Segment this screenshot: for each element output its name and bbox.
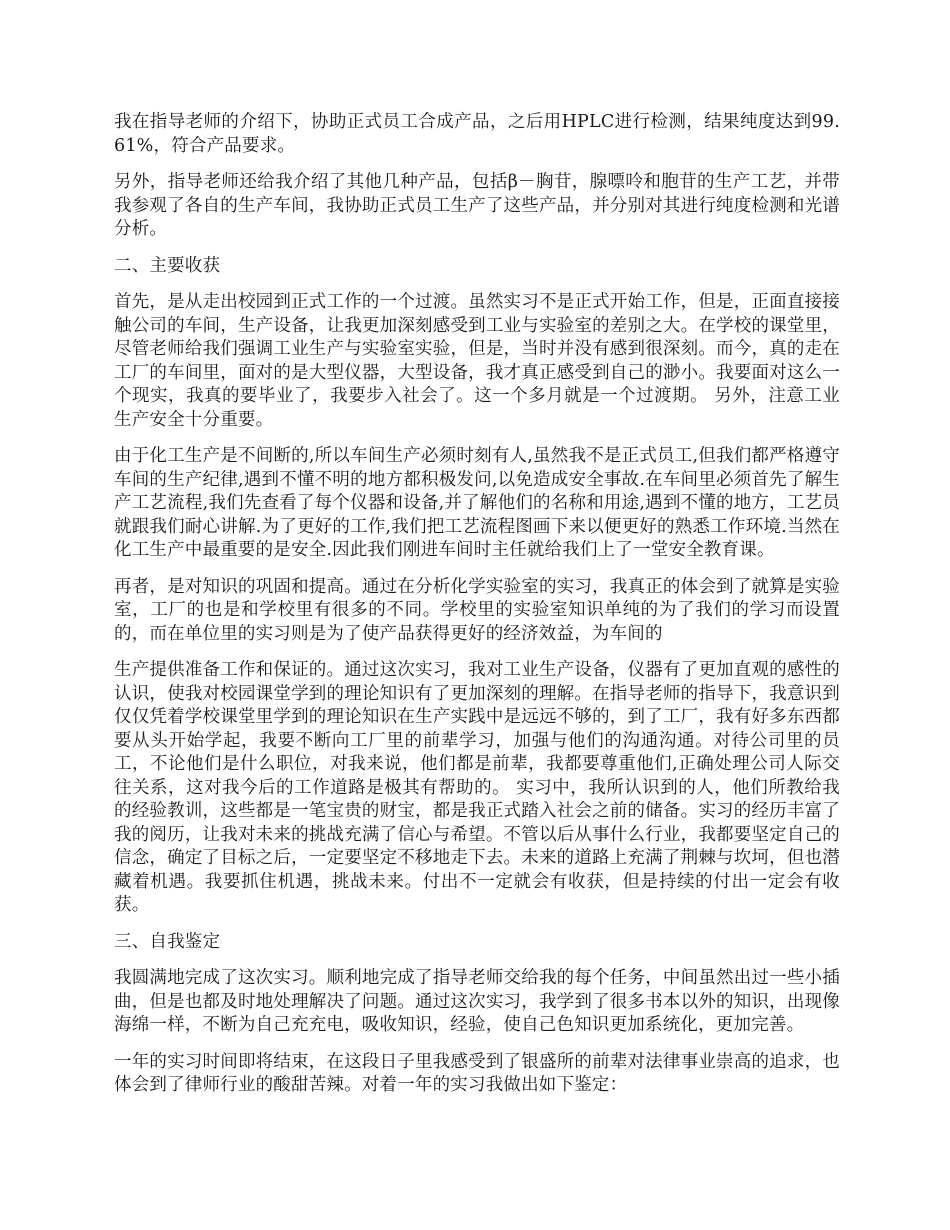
paragraph-hplc-test: 我在指导老师的介绍下，协助正式员工合成产品，之后用HPLC进行检测，结果纯度达到99.61%，符合产品要求。 [114, 112, 840, 156]
section-heading-self-assessment: 三、自我鉴定 [114, 931, 221, 952]
paragraph-transition: 首先，是从走出校园到正式工作的一个过渡。虽然实习不是正式开始工作，但是，正面直接接触公司的车间，生产设备，让我更加深刻感受到工业与实验室的差别之大。在学校的课堂里，尽管老师给我们强调工业生产与实验室实验，但是，当时并没有感到很深刻。而今，真的走在工厂的车间里，面对的是大型仪器，大型设备，我才真正感受到自己的渺小。我要面对这么一个现实，我真的要毕业了，我要步入社会了。这一个多月就是一个过渡期。 另外，注意工业生产安全十分重要。 [114, 292, 840, 430]
paragraph-closing: 一年的实习时间即将结束，在这段日子里我感受到了银盛所的前辈对法律事业崇高的追求，也体会到了律师行业的酸甜苦辣。对着一年的实习我做出如下鉴定： [114, 1051, 840, 1095]
paragraph-other-products: 另外，指导老师还给我介绍了其他几种产品，包括β－胸苷，腺嘌呤和胞苷的生产工艺，并带我参观了各自的生产车间，我协助正式员工生产了这些产品，并分别对其进行纯度检测和光谱分析。 [114, 172, 840, 239]
paragraph-completion: 我圆满地完成了这次实习。顺利地完成了指导老师交给我的每个任务，中间虽然出过一些小插曲，但是也都及时地处理解决了问题。通过这次实习，我学到了很多书本以外的知识，出现像海绵一样，不断为自己充充电，吸收知识，经验，使自己色知识更加系统化，更加完善。 [114, 968, 840, 1035]
paragraph-experience: 生产提供准备工作和保证的。通过这次实习，我对工业生产设备，仪器有了更加直观的感性的认识，使我对校园课堂学到的理论知识有了更加深刻的理解。在指导老师的指导下，我意识到仅仅凭着学校课堂里学到的理论知识在生产实践中是远远不够的，到了工厂，我有好多东西都要从头开始学起，我要不断向工厂里的前辈学习，加强与他们的沟通沟通。对待公司里的员工，不论他们是什么职位，对我来说，他们都是前辈，我都要尊重他们,正确处理公司人际交往关系，这对我今后的工作道路是极其有帮助的。 实习中，我所认识到的人，他们所教给我的经验教训，这些都是一笔宝贵的财宝，都是我正式踏入社会之前的储备。实习的经历丰富了我的阅历，让我对未来的挑战充满了信心与希望。不管以后从事什么行业，我都要坚定自己的信念，确定了目标之后，一定要坚定不移地走下去。未来的道路上充满了荆棘与坎坷，但也潜藏着机遇。我要抓住机遇，挑战未来。付出不一定就会有收获，但是持续的付出一定会有收获。 [114, 660, 840, 915]
section-heading-main-gains: 二、主要收获 [114, 255, 221, 276]
document-page [114, 111, 840, 1111]
paragraph-safety: 由于化工生产是不间断的,所以车间生产必须时刻有人,虽然我不是正式员工,但我们都严格遵守车间的生产纪律,遇到不懂不明的地方都积极发问,以免造成安全事故.在车间里必须首先了解生产工艺流程,我们先查看了每个仪器和设备,并了解他们的名称和用途,遇到不懂的地方，工艺员就跟我们耐心讲解.为了更好的工作,我们把工艺流程图画下来以便更好的熟悉工作环境.当然在化工生产中最重要的是安全.因此我们刚进车间时主任就给我们上了一堂安全教育课。 [114, 446, 840, 560]
paragraph-knowledge: 再者，是对知识的巩固和提高。通过在分析化学实验室的实习，我真正的体会到了就算是实验室，工厂的也是和学校里有很多的不同。学校里的实验室知识单纯的为了我们的学习而设置的，而在单位里的实习则是为了使产品获得更好的经济效益，为车间的 [114, 576, 840, 644]
